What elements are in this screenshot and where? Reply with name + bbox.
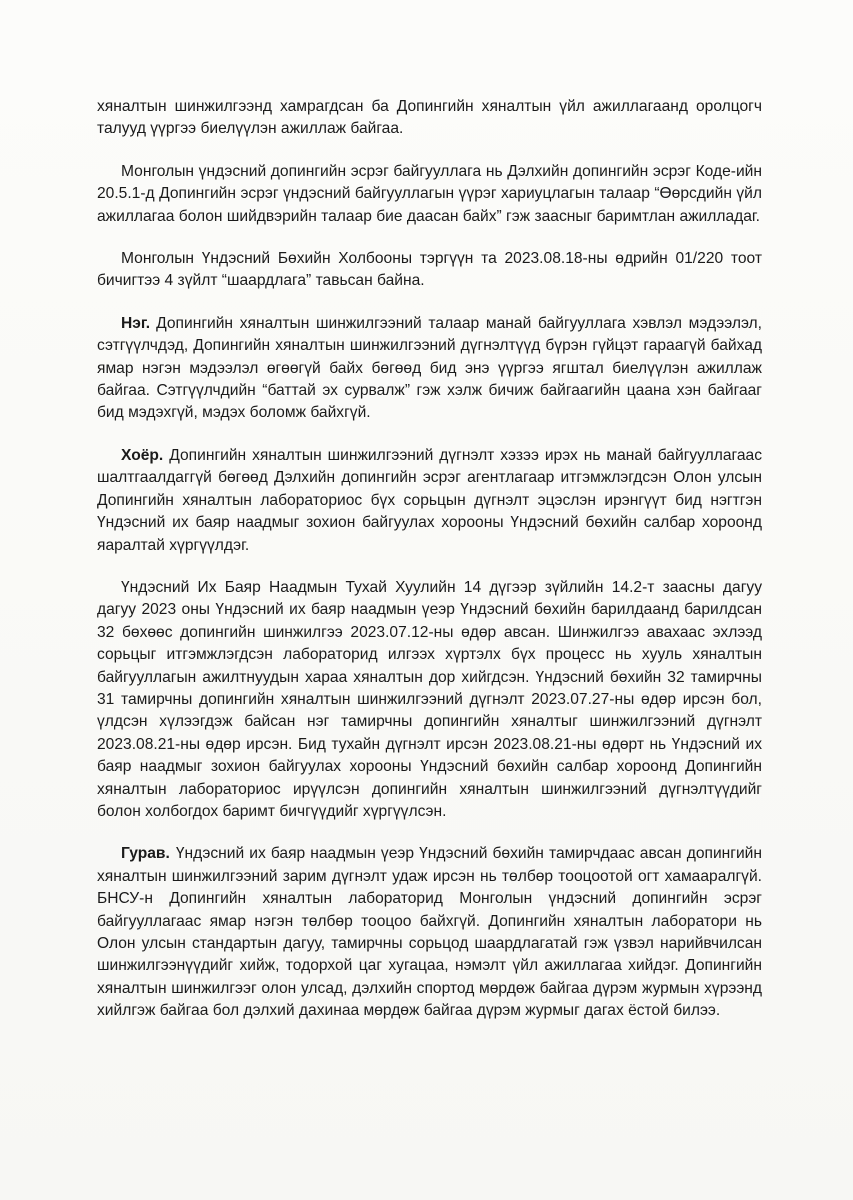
- paragraph-text: Үндэсний их баяр наадмын үеэр Үндэсний бөхийн тамирчдаас авсан допингийн хяналтын шинжилгээний зарим дүгнэлт удаж ирсэн нь төлбөр тооцоотой огт хамааралгүй. БНСУ-н Допингийн хяналтын лабораторид Монголын үндэсний допингийн эсрэг байгууллагаас ямар нэгэн төлбөр тооцоо байхгүй. Допингийн хяналтын лаборатори нь Олон улсын стандартын дагуу, тамирчны сорьцод шаардлагатай гэж үзвэл нарийвчилсан шинжилгээнүүдийг хийж, тодорхой цаг хугацаа, нэмэлт үйл ажиллагаа хийдэг. Допингийн хяналтын шинжилгээг олон улсад, дэлхийн спортод мөрдөж байгаа дүрэм журмын хүрээнд хийлгэж байгаа бол дэлхий дахинаа мөрдөж байгаа дүрэм журмыг дагах ёстой билээ.: [97, 845, 762, 1020]
- paragraph-text: Монголын үндэсний допингийн эсрэг байгууллага нь Дэлхийн допингийн эсрэг Коде-ийн 20.5.1-д Допингийн эсрэг үндэсний байгууллагын үүрэг хариуцлагын талаар “Өөрсдийн үйл ажиллагаа болон шийдвэрийн талаар бие даасан байх” гэж заасныг баримтлан ажилладаг.: [97, 162, 762, 225]
- paragraph-text: Үндэсний Их Баяр Наадмын Тухай Хуулийн 14 дүгээр зүйлийн 14.2-т заасны дагуу дагуу 2023 оны Үндэсний их баяр наадмын үеэр Үндэсний бөхийн барилдаанд барилдсан 32 бөхөөс допингийн шинжилгээ 2023.07.12-ны өдөр авсан. Шинжилгээ авахаас эхлээд сорьцыг итгэмжлэгдсэн лабораторид илгээх хүртэлх бүх процесс нь хууль хяналтын байгууллагын ажилтнуудын хараа хяналтын дор хийгдсэн. Үндэсний бөхийн 32 тамирчны 31 тамирчны допингийн хяналтын шинжилгээний дүгнэлт 2023.07.27-ны өдөр ирсэн бол, үлдсэн хүлээгдэж байсан нэг тамирчны допингийн хяналтыг шинжилгээний дүгнэлт 2023.08.21-ны өдөр ирсэн. Бид тухайн дүгнэлт ирсэн 2023.08.21-ны өдөрт нь Үндэсний их баяр наадмыг зохион байгуулах хорооны Үндэсний бөхийн салбар хороонд Допингийн хяналтын лабораториос ирүүлсэн допингийн хяналтын шинжилгээний дүгнэлтүүдийг болон холбогдох баримт бичгүүдийг хүргүүлсэн.: [97, 578, 762, 820]
- paragraph-point-one: [97, 313, 762, 425]
- paragraph-code-article: [97, 161, 762, 228]
- paragraph-letter-reference: [97, 248, 762, 293]
- paragraph-text: Допингийн хяналтын шинжилгээний талаар манай байгууллага хэвлэл мэдээлэл, сэтгүүлчдэд, Допингийн хяналтын шинжилгээний дүгнэлтүүд бүрэн гүйцэт гараагүй байхад ямар нэгэн мэдээлэл өгөөгүй байх бөгөөд бид энэ үүргээ ягштал биелүүлэн ажиллаж байгаа. Сэтгүүлчдийн “баттай эх сурвалж” гэж хэлж бичиж байгаагийн цаана хэн байгааг бид мэдэхгүй, мэдэх боломж байхгүй.: [97, 314, 762, 422]
- paragraph-point-three: [97, 843, 762, 1022]
- paragraph-lead-label: Хоёр.: [121, 446, 164, 464]
- paragraph-text: Монголын Үндэсний Бөхийн Холбооны тэргүүн та 2023.08.18-ны өдрийн 01/220 тоот бичигтээ 4 зүйлт “шаардлага” тавьсан байна.: [97, 250, 762, 290]
- document-body: [97, 96, 762, 1043]
- paragraph-lead-label: Гурав.: [121, 845, 170, 863]
- paragraph-festival-law: [97, 577, 762, 823]
- paragraph-text: Допингийн хяналтын шинжилгээний дүгнэлт хэзээ ирэх нь манай байгууллагаас шалтгаалдаггүй бөгөөд Дэлхийн допингийн эсрэг агентлагаар итгэмжлэгдсэн Олон улсын Допингийн хяналтын лабораториос бүх сорьцын дүгнэлт эцэслэн ирэнгүүт бид нэгтгэн Үндэсний их баяр наадмыг зохион байгуулах хорооны Үндэсний бөхийн салбар хороонд яаралтай хүргүүлдэг.: [97, 446, 762, 554]
- paragraph-text: хяналтын шинжилгээнд хамрагдсан ба Допингийн хяналтын үйл ажиллагаанд оролцогч талууд үүргээ биелүүлэн ажиллаж байгаа.: [97, 98, 762, 138]
- paragraph-continuation: [97, 96, 762, 141]
- paragraph-lead-label: Нэг.: [121, 314, 151, 332]
- paragraph-point-two: [97, 445, 762, 557]
